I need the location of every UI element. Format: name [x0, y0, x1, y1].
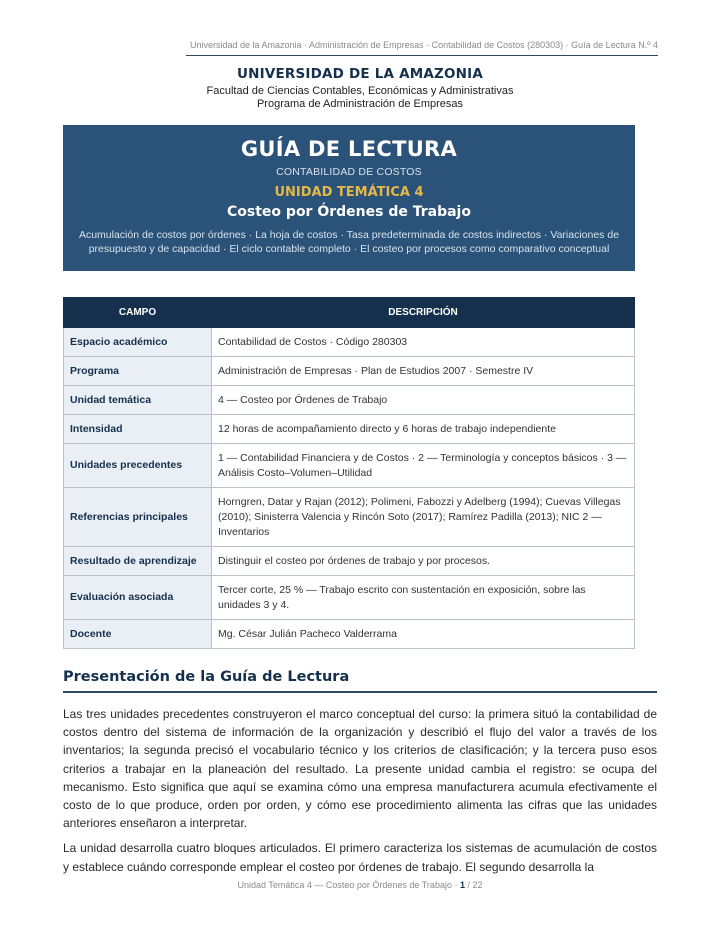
unit-label: UNIDAD TEMÁTICA 4 [274, 185, 424, 200]
page-number: 1 [459, 880, 465, 890]
field-value: Horngren, Datar y Rajan (2012); Polimeni, Fabozzi y Adelberg (1994); Cuevas Villegas (2010); Sinisterra Valencia y Rincón Soto (2017); Ramírez Padilla (2013); NIC 2 — Inventarios [212, 488, 635, 547]
table-row [64, 415, 635, 444]
field-label: Evaluación asociada [64, 576, 212, 620]
course-name: CONTABILIDAD DE COSTOS [276, 166, 422, 178]
program-name: Programa de Administración de Empresas [256, 98, 464, 110]
faculty-name: Facultad de Ciencias Contables, Económicas y Administrativas [206, 85, 514, 97]
field-value: 12 horas de acompañamiento directo y 6 horas de trabajo independiente [212, 415, 635, 444]
field-label: Docente [64, 620, 212, 649]
running-header: Universidad de la Amazonia · Administración de Empresas · Contabilidad de Costos (280303) · Guía de Lectura N.º 4 [186, 40, 658, 56]
unit-topic: Costeo por Órdenes de Trabajo [227, 204, 471, 220]
field-label: Programa [64, 357, 212, 386]
field-label: Espacio académico [64, 328, 212, 357]
field-value: 4 — Costeo por Órdenes de Trabajo [212, 386, 635, 415]
column-header-campo: CAMPO [64, 298, 212, 328]
field-value: Distinguir el costeo por órdenes de trabajo y por procesos. [212, 547, 635, 576]
institution-name: UNIVERSIDAD DE LA AMAZONIA [236, 66, 484, 82]
table-row [64, 488, 635, 547]
table-row [64, 444, 635, 488]
field-label: Unidad temática [64, 386, 212, 415]
field-value: Contabilidad de Costos · Código 280303 [212, 328, 635, 357]
table-row [64, 620, 635, 649]
page-total: / 22 [464, 880, 483, 890]
table-header-row [64, 298, 635, 328]
column-header-descripcion: DESCRIPCIÓN [212, 298, 635, 328]
field-value: Administración de Empresas · Plan de Estudios 2007 · Semestre IV [212, 357, 635, 386]
section-body [63, 705, 657, 883]
table-row [64, 576, 635, 620]
paragraph: La unidad desarrolla cuatro bloques articulados. El primero caracteriza los sistemas de acumulación de costos y establece cuándo corresponde emplear el costeo por órdenes de trabajo. El segundo desarrolla la [63, 841, 657, 874]
field-label: Referencias principales [64, 488, 212, 547]
table-row [64, 357, 635, 386]
field-value: 1 — Contabilidad Financiera y de Costos · 2 — Terminología y conceptos básicos · 3 — Análisis Costo–Volumen–Utilidad [212, 444, 635, 488]
field-value: Mg. César Julián Pacheco Valderrama [212, 620, 635, 649]
footer-label: Unidad Temática 4 — Costeo por Órdenes de Trabajo · [237, 880, 460, 890]
institution-block [63, 66, 657, 110]
table-row [64, 386, 635, 415]
table-row [64, 328, 635, 357]
unit-contents: Acumulación de costos por órdenes · La hoja de costos · Tasa predeterminada de costos indirectos · Variaciones de presupuesto y de capacidad · El ciclo contable completo · El costeo por procesos como comparativo conceptual [78, 229, 620, 255]
field-label: Unidades precedentes [64, 444, 212, 488]
section-heading: Presentación de la Guía de Lectura [63, 669, 657, 693]
field-label: Resultado de aprendizaje [64, 547, 212, 576]
title-banner [63, 125, 635, 271]
page-footer [0, 880, 720, 890]
field-label: Intensidad [64, 415, 212, 444]
paragraph: Las tres unidades precedentes construyeron el marco conceptual del curso: la primera situó la contabilidad de costos dentro del sistema de información de la organización y describió el flujo del valor a través de los inventarios; la segunda precisó el vocabulario técnico y los criterios de clasificación; y la tercera puso esos criterios a trabajar en la planeación del resultado. La presente unidad cambia el registro: se ocupa del mecanismo. Esto significa que aquí se examina cómo una empresa manufacturera acumula efectivamente el costo de lo que produce, orden por orden, y cómo ese procedimiento alimenta las cifras que las unidades anteriores enseñaron a interpretar. [63, 707, 657, 831]
table-row [64, 547, 635, 576]
course-info-table [63, 297, 635, 649]
field-value: Tercer corte, 25 % — Trabajo escrito con sustentación en exposición, sobre las unidades 3 y 4. [212, 576, 635, 620]
guide-title: GUÍA DE LECTURA [240, 137, 458, 161]
